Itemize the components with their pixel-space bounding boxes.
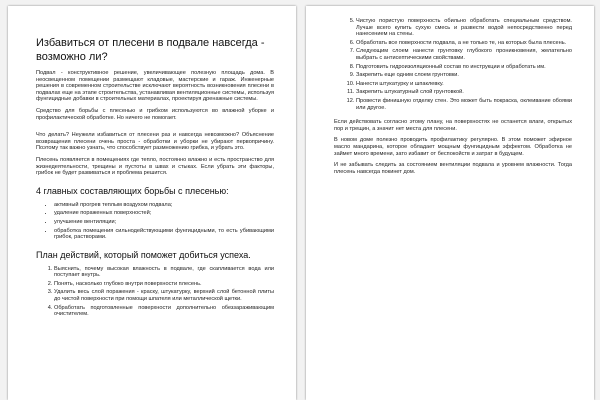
conclusion-paragraph-3: И не забывать следить за состоянием вентиляции подвала и уровнем влажности. Тогда плесень навсегда покинет дом. <box>334 162 572 175</box>
conclusion-paragraph-1: Если действовать согласно этому плану, на поверхностях не останется влаги, открытых пор и трещин, а значит нет места для плесени. <box>334 119 572 132</box>
list-item: • удаление пораженных поверхностей; <box>54 210 274 217</box>
paragraph-2: Средство для борьбы с плесенью и грибком используются во влажной уборке и профилактической обработке. Но ничего не помогает. <box>36 107 274 121</box>
list-item: 11. Закрепить штукатурный слой грунтовкой. <box>356 89 572 96</box>
intro-paragraph: Подвал - конструктивное решение, увеличивающее полезную площадь дома. В неосвещенном помещении размещают кладовые, мастерские и гараж. Инженерные решения в современном строительстве исключают вероятность возникновения плесени в подвалах еще на этапе строительства, устанавливая вентиляционные системы, используя фунгицидные добавки в строительных материалах, проектируя дренажные системы. <box>36 70 274 103</box>
section-heading-plan: План действий, который поможет добиться успеха. <box>36 249 251 260</box>
paragraph-4: Плесень появляется в помещениях где тепло, постоянно влажно и есть пространство для жизнедеятельности, трещины и пустоты в швах и стыках. Если убрать эти факторы, грибок не будет развиваться и проблема решится. <box>36 156 274 177</box>
components-list <box>36 202 274 241</box>
list-item: • обработка помещения сильнодействующими фунгицидными, то есть убивающими грибок, растворами. <box>54 228 274 241</box>
list-item: 4. Обработать подготовленные поверхности дополнительно обеззараживающим очистителем. <box>54 305 274 318</box>
document-page-1 <box>8 6 296 400</box>
plan-steps-list <box>36 266 274 318</box>
list-item: • улучшение вентиляции; <box>54 219 274 226</box>
list-item: 7. Следующим слоем нанести грунтовку глубокого проникновения, желательно выбрать с антисептическими свойствами. <box>356 48 572 61</box>
page-title: Избавиться от плесени в подвале навсегда - возможно ли? <box>36 37 265 63</box>
list-item: 12. Провести финишную отделку стен. Это может быть покраска, оклеивание обоями или другое. <box>356 98 572 111</box>
list-item: 3. Удалить весь слой поражения - краску, штукатурку, верхний слой бетонной плиты до чистой поверхности при помощи шпателя или металлической щетки. <box>54 289 274 302</box>
list-item: 2. Понять, насколько глубоко внутри поверхности плесень. <box>54 281 274 288</box>
plan-steps-list-continued <box>334 18 572 111</box>
list-item: • активный прогрев теплым воздухом подвала; <box>54 202 274 209</box>
list-item: 9. Закрепить еще одним слоем грунтовки. <box>356 72 572 79</box>
list-item: 6. Обработать все поверхности подвала, а не только те, на которых была плесень. <box>356 40 572 47</box>
list-item: 1. Выяснить, почему высокая влажность в подвале, где скапливается вода или поступает внутрь. <box>54 266 274 279</box>
section-heading-components: 4 главных составляющих борьбы с плесенью: <box>36 185 229 196</box>
paragraph-3: Что делать? Неужели избавиться от плесени раз и навсегда невозможно? Объяснение возвращения плесени очень проста - обработки и уборки не убирают первопричину. Поэтому так важно узнать, что способствует размножению грибка, и убрать это. <box>36 132 274 152</box>
conclusion-paragraph-2: В новом доме полезно проводить профилактику регулярно. В этом поможет эфирное масло мандарина, которое обладает мощным фунгицидным эффектом. Обработка не займет много времени, зато избавит от беспокойств и затрат в будущем. <box>334 137 572 157</box>
list-item: 10. Нанести штукатурку и шпаклевку. <box>356 81 572 88</box>
document-page-2 <box>306 6 594 400</box>
list-item: 8. Подготовить гидроизоляционный состав по инструкции и обработать им. <box>356 64 572 71</box>
list-item: 5. Чистую пористую поверхность обильно обработать специальным средством. Лучше всего купить сухую смесь и развести водой непосредственно перед нанесением на стены. <box>356 18 572 38</box>
